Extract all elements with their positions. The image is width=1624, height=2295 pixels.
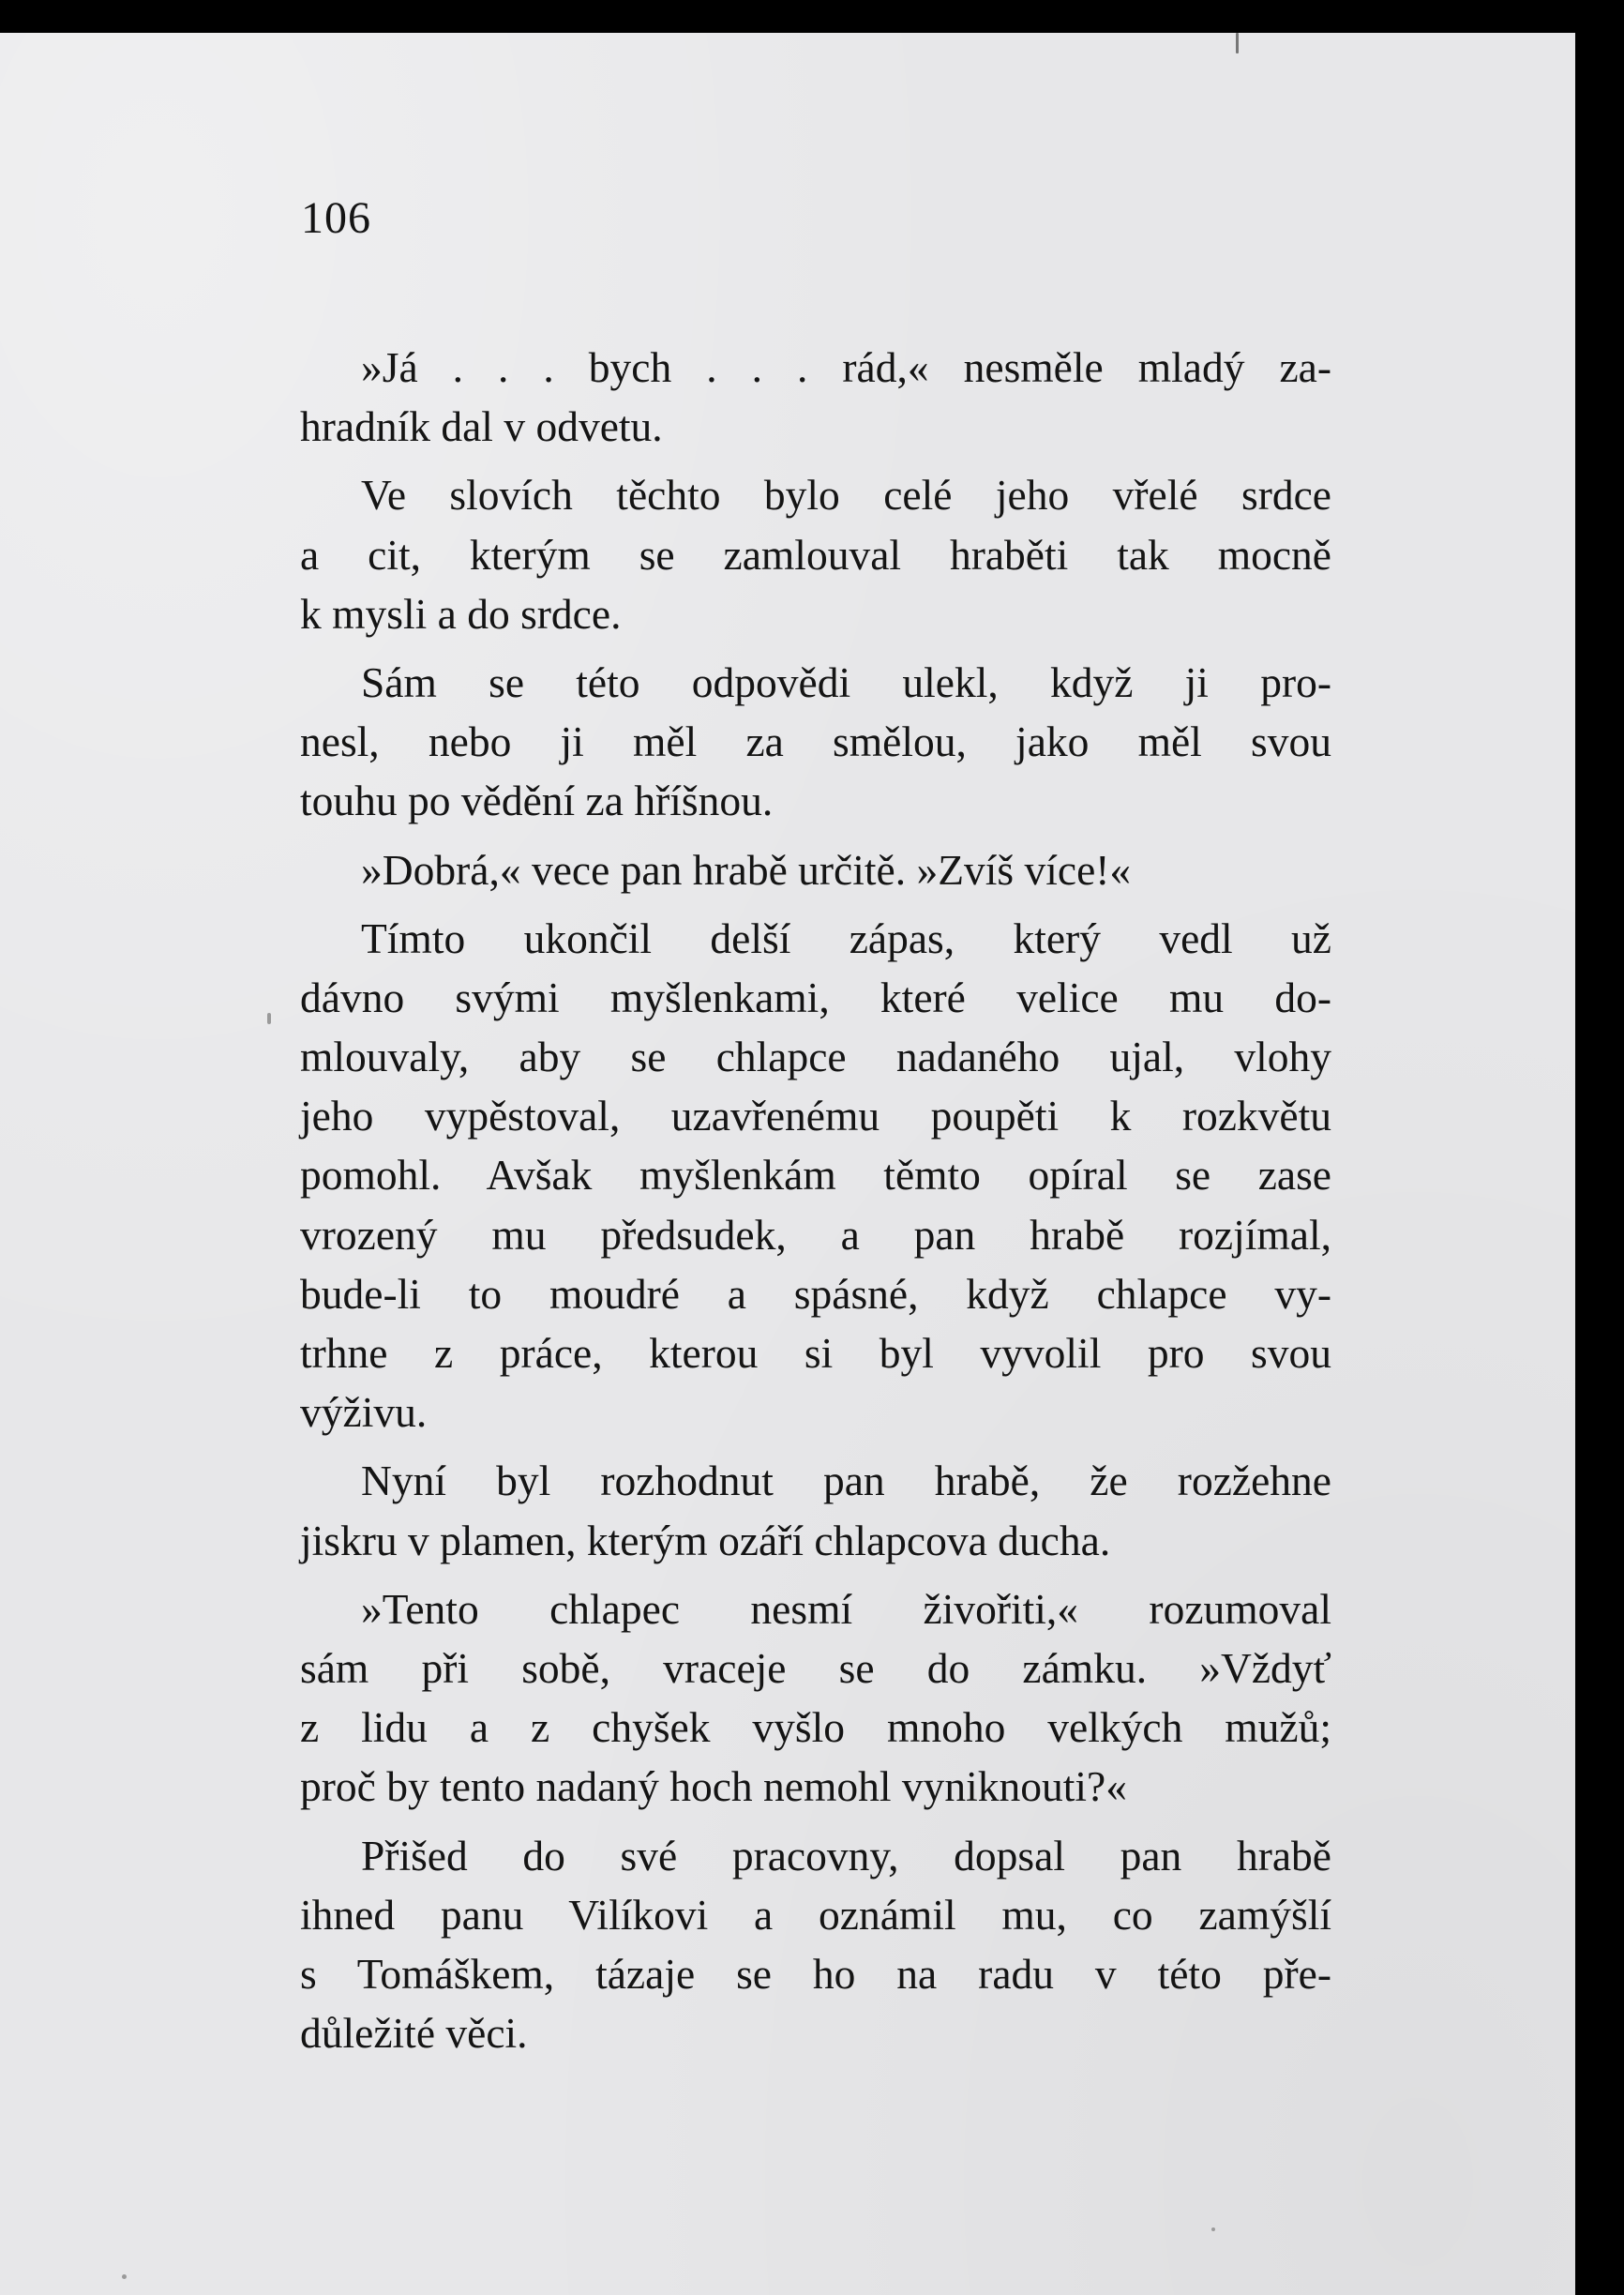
text-line: Ve slovích těchto bylo celé jeho vřelé srdce [361,471,1331,520]
paragraph [300,1451,1331,1569]
text-line: k mysli a do srdce. [300,589,622,638]
text-line: jeho vypěstoval, uzavřenému poupěti k rozkvětu [300,1092,1331,1140]
text-line: nesl, nebo ji měl za smělou, jako měl svou [300,717,1331,766]
paper-speck [122,2274,127,2279]
text-line: sám při sobě, vraceje se do zámku. »Vždyť [300,1643,1331,1692]
paper-speck [1236,33,1239,53]
text-line: bude-li to moudré a spásné, když chlapce vy- [300,1269,1331,1318]
paper-speck [267,1013,271,1024]
book-page [0,33,1575,2295]
paragraph [300,1826,1331,2063]
text-line: vrozený mu předsudek, a pan hrabě rozjímal, [300,1210,1331,1259]
text-line: ihned panu Vilíkovi a oznámil mu, co zamýšlí [300,1890,1331,1939]
paragraph [300,338,1331,456]
paragraph [300,465,1331,643]
text-line: Sám se této odpovědi ulekl, když ji pro- [361,657,1331,706]
text-line: mlouvaly, aby se chlapce nadaného ujal, vlohy [300,1033,1331,1081]
text-line: pomohl. Avšak myšlenkám těmto opíral se zase [300,1151,1331,1200]
paragraph [300,1579,1331,1817]
paper-speck [1211,2227,1215,2231]
text-line: dávno svými myšlenkami, které velice mu do- [300,973,1331,1021]
text-line: »Tento chlapec nesmí živořiti,« rozumoval [361,1584,1331,1633]
text-line: proč by tento nadaný hoch nemohl vyniknouti?« [300,1762,1128,1811]
paragraph [300,653,1331,831]
text-line: výživu. [300,1388,428,1437]
text-line: jiskru v plamen, kterým ozáří chlapcova ducha. [300,1516,1111,1564]
text-line: Přišed do své pracovny, dopsal pan hrabě [361,1831,1331,1880]
text-line: a cit, kterým se zamlouval hraběti tak mocně [300,530,1331,579]
text-line: hradník dal v odvetu. [300,402,663,451]
text-line: »Já . . . bych . . . rád,« nesměle mladý za- [361,343,1331,391]
text-line: Nyní byl rozhodnut pan hrabě, že rozžehne [361,1457,1331,1505]
text-line: touhu po vědění za hříšnou. [300,777,774,825]
text-line: Tímto ukončil delší zápas, který vedl už [361,913,1331,962]
body-text [300,338,1331,2072]
text-line: »Dobrá,« vece pan hrabě určitě. »Zvíš více!« [361,845,1132,894]
text-line: důležité věci. [300,2009,528,2058]
text-line: s Tomáškem, tázaje se ho na radu v této pře- [300,1949,1331,1998]
text-line: z lidu a z chyšek vyšlo mnoho velkých mužů; [300,1703,1331,1752]
paragraph [300,909,1331,1442]
paragraph [300,840,1331,899]
text-line: trhne z práce, kterou si byl vyvolil pro svou [300,1329,1331,1377]
page-number: 106 [301,193,371,243]
